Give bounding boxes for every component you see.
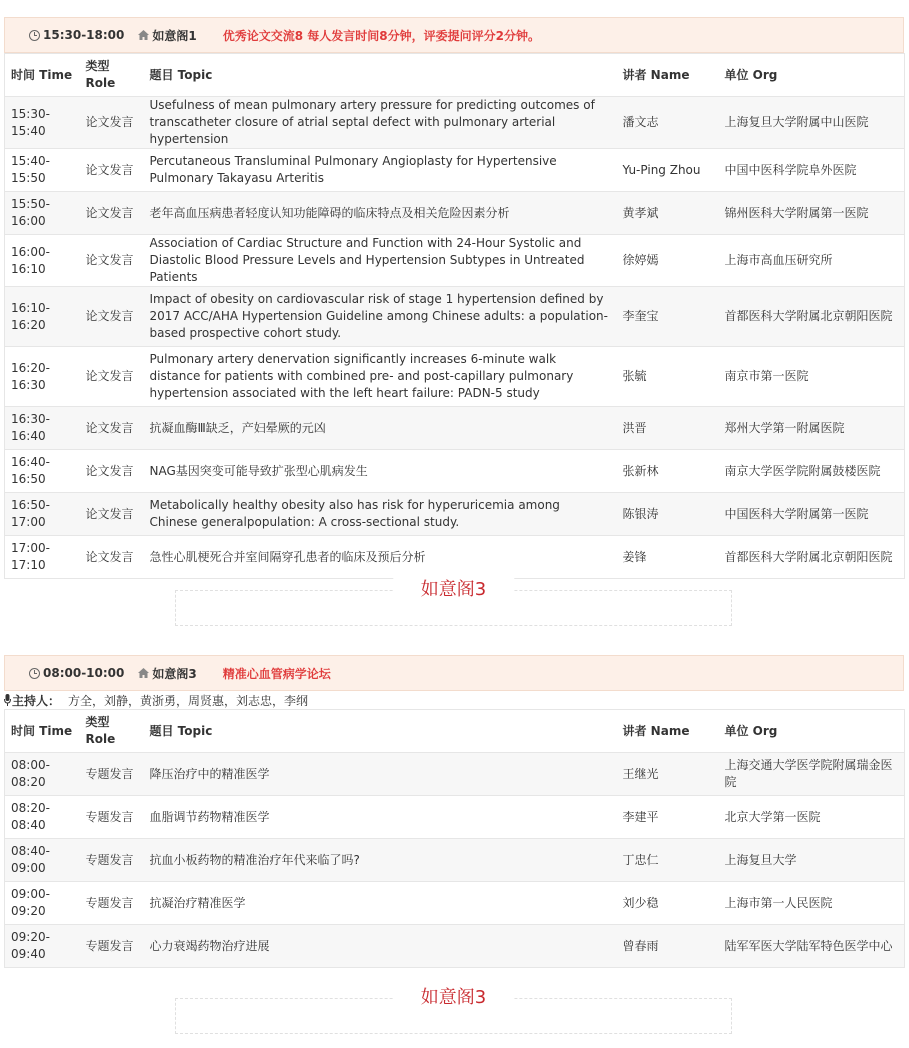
cell-speaker: Yu-Ping Zhou — [617, 149, 719, 192]
cell-topic: Association of Cardiac Structure and Function with 24-Hour Systolic and Diastolic Blood Pressure Levels and Hypertension Subtypes in Untreated Patients — [144, 235, 617, 287]
table-row — [5, 235, 905, 287]
room-divider-label: 如意阁3 — [393, 575, 514, 601]
cell-org: 锦州医科大学附属第一医院 — [719, 192, 905, 235]
session-time — [29, 28, 124, 42]
cell-topic: 心力衰竭药物治疗进展 — [144, 925, 617, 968]
cell-role: 论文发言 — [80, 287, 144, 347]
cell-org: 上海复旦大学 — [719, 839, 905, 882]
cell-time: 16:20-16:30 — [5, 347, 80, 407]
hosts-label: 主持人： — [12, 693, 61, 708]
cell-org: 北京大学第一医院 — [719, 796, 905, 839]
cell-topic: 血脂调节药物精准医学 — [144, 796, 617, 839]
session-block-2 — [4, 655, 904, 968]
cell-speaker: 曾春雨 — [617, 925, 719, 968]
cell-speaker: 丁忠仁 — [617, 839, 719, 882]
clock-icon — [29, 30, 40, 41]
cell-speaker: 徐婷嫣 — [617, 235, 719, 287]
table-row — [5, 925, 905, 968]
header-topic: 题目 Topic — [144, 710, 617, 753]
cell-topic: Impact of obesity on cardiovascular risk of stage 1 hypertension defined by 2017 ACC/AHA Hypertension Guideline among Chinese adults: a population-based prospective cohort study. — [144, 287, 617, 347]
cell-role: 论文发言 — [80, 235, 144, 287]
header-time: 时间 Time — [5, 54, 80, 97]
cell-time: 16:40-16:50 — [5, 450, 80, 493]
cell-role: 论文发言 — [80, 347, 144, 407]
session-time-text: 15:30-18:00 — [43, 28, 125, 42]
cell-speaker: 张新林 — [617, 450, 719, 493]
cell-time: 08:20-08:40 — [5, 796, 80, 839]
cell-role: 论文发言 — [80, 149, 144, 192]
cell-speaker: 刘少稳 — [617, 882, 719, 925]
room-divider-label: 如意阁3 — [393, 983, 514, 1009]
cell-speaker: 姜锋 — [617, 536, 719, 579]
cell-time: 16:10-16:20 — [5, 287, 80, 347]
cell-org: 南京大学医学院附属鼓楼医院 — [719, 450, 905, 493]
table-row — [5, 97, 905, 149]
session-header — [4, 17, 904, 53]
cell-topic: Usefulness of mean pulmonary artery pressure for predicting outcomes of transcatheter closure of atrial septal defect with pulmonary arterial hypertension — [144, 97, 617, 149]
table-row — [5, 149, 905, 192]
cell-time: 08:00-08:20 — [5, 753, 80, 796]
cell-topic: 抗血小板药物的精准治疗年代来临了吗? — [144, 839, 617, 882]
cell-role: 论文发言 — [80, 450, 144, 493]
session-block-1 — [4, 17, 904, 579]
schedule-table — [4, 53, 905, 579]
microphone-icon — [4, 694, 11, 706]
cell-speaker: 张毓 — [617, 347, 719, 407]
cell-org: 上海市第一人民医院 — [719, 882, 905, 925]
table-row — [5, 450, 905, 493]
table-row — [5, 347, 905, 407]
session-title: 精准心血管病学论坛 — [222, 666, 331, 681]
room-divider — [175, 987, 732, 1034]
cell-topic: 降压治疗中的精准医学 — [144, 753, 617, 796]
cell-time: 17:00-17:10 — [5, 536, 80, 579]
header-role: 类型 Role — [80, 710, 144, 753]
clock-icon — [29, 668, 40, 679]
cell-topic: 急性心肌梗死合并室间隔穿孔患者的临床及预后分析 — [144, 536, 617, 579]
cell-time: 08:40-09:00 — [5, 839, 80, 882]
session-room-text: 如意阁1 — [152, 28, 197, 43]
cell-time: 15:30-15:40 — [5, 97, 80, 149]
cell-role: 专题发言 — [80, 796, 144, 839]
cell-org: 南京市第一医院 — [719, 347, 905, 407]
cell-speaker: 王继光 — [617, 753, 719, 796]
header-org: 单位 Org — [719, 710, 905, 753]
room-divider — [175, 579, 732, 626]
header-topic: 题目 Topic — [144, 54, 617, 97]
table-row — [5, 882, 905, 925]
session-title: 优秀论文交流8 每人发言时间8分钟，评委提问评分2分钟。 — [222, 28, 540, 43]
cell-org: 陆军军医大学陆军特色医学中心 — [719, 925, 905, 968]
table-row — [5, 287, 905, 347]
cell-topic: 老年高血压病患者轻度认知功能障碍的临床特点及相关危险因素分析 — [144, 192, 617, 235]
table-header-row — [5, 54, 905, 97]
table-header-row — [5, 710, 905, 753]
header-speaker: 讲者 Name — [617, 54, 719, 97]
cell-org: 中国医科大学附属第一医院 — [719, 493, 905, 536]
table-row — [5, 753, 905, 796]
cell-role: 专题发言 — [80, 839, 144, 882]
session-room — [138, 665, 196, 682]
cell-org: 上海市高血压研究所 — [719, 235, 905, 287]
cell-time: 16:50-17:00 — [5, 493, 80, 536]
cell-org: 首都医科大学附属北京朝阳医院 — [719, 287, 905, 347]
cell-topic: Pulmonary artery denervation significantly increases 6-minute walk distance for patients with combined pre- and post-capillary pulmonary hypertension associated with the left heart failure: PADN-5 study — [144, 347, 617, 407]
cell-role: 论文发言 — [80, 493, 144, 536]
cell-role: 专题发言 — [80, 925, 144, 968]
table-row — [5, 407, 905, 450]
cell-role: 论文发言 — [80, 192, 144, 235]
cell-topic: NAG基因突变可能导致扩张型心肌病发生 — [144, 450, 617, 493]
cell-org: 中国中医科学院阜外医院 — [719, 149, 905, 192]
cell-time: 16:30-16:40 — [5, 407, 80, 450]
schedule-table — [4, 709, 905, 968]
session-time-text: 08:00-10:00 — [43, 666, 125, 680]
home-icon — [138, 668, 149, 678]
cell-topic: 抗凝治疗精准医学 — [144, 882, 617, 925]
table-row — [5, 536, 905, 579]
cell-role: 论文发言 — [80, 97, 144, 149]
cell-role: 专题发言 — [80, 753, 144, 796]
session-time — [29, 666, 124, 680]
header-org: 单位 Org — [719, 54, 905, 97]
cell-time: 09:00-09:20 — [5, 882, 80, 925]
table-row — [5, 192, 905, 235]
cell-time: 09:20-09:40 — [5, 925, 80, 968]
cell-role: 论文发言 — [80, 536, 144, 579]
cell-role: 专题发言 — [80, 882, 144, 925]
header-speaker: 讲者 Name — [617, 710, 719, 753]
cell-org: 郑州大学第一附属医院 — [719, 407, 905, 450]
cell-speaker: 黄孝斌 — [617, 192, 719, 235]
cell-speaker: 陈银涛 — [617, 493, 719, 536]
session-header — [4, 655, 904, 691]
cell-speaker: 潘文志 — [617, 97, 719, 149]
cell-org: 上海复旦大学附属中山医院 — [719, 97, 905, 149]
cell-speaker: 李奎宝 — [617, 287, 719, 347]
cell-org: 首都医科大学附属北京朝阳医院 — [719, 536, 905, 579]
cell-speaker: 李建平 — [617, 796, 719, 839]
session-room — [138, 27, 196, 44]
cell-topic: Metabolically healthy obesity also has risk for hyperuricemia among Chinese generalpopulation: A cross-sectional study. — [144, 493, 617, 536]
cell-org: 上海交通大学医学院附属瑞金医院 — [719, 753, 905, 796]
header-role: 类型 Role — [80, 54, 144, 97]
hosts-names: 方全，刘静，黄浙勇，周贤惠，刘志忠，李纲 — [68, 693, 309, 708]
cell-role: 论文发言 — [80, 407, 144, 450]
table-row — [5, 839, 905, 882]
cell-topic: Percutaneous Transluminal Pulmonary Angioplasty for Hypertensive Pulmonary Takayasu Arteritis — [144, 149, 617, 192]
cell-speaker: 洪晋 — [617, 407, 719, 450]
cell-time: 16:00-16:10 — [5, 235, 80, 287]
table-row — [5, 493, 905, 536]
session-room-text: 如意阁3 — [152, 666, 197, 681]
home-icon — [138, 30, 149, 40]
cell-time: 15:40-15:50 — [5, 149, 80, 192]
hosts-line — [4, 691, 904, 709]
cell-time: 15:50-16:00 — [5, 192, 80, 235]
table-row — [5, 796, 905, 839]
header-time: 时间 Time — [5, 710, 80, 753]
cell-topic: 抗凝血酶Ⅲ缺乏，产妇晕厥的元凶 — [144, 407, 617, 450]
